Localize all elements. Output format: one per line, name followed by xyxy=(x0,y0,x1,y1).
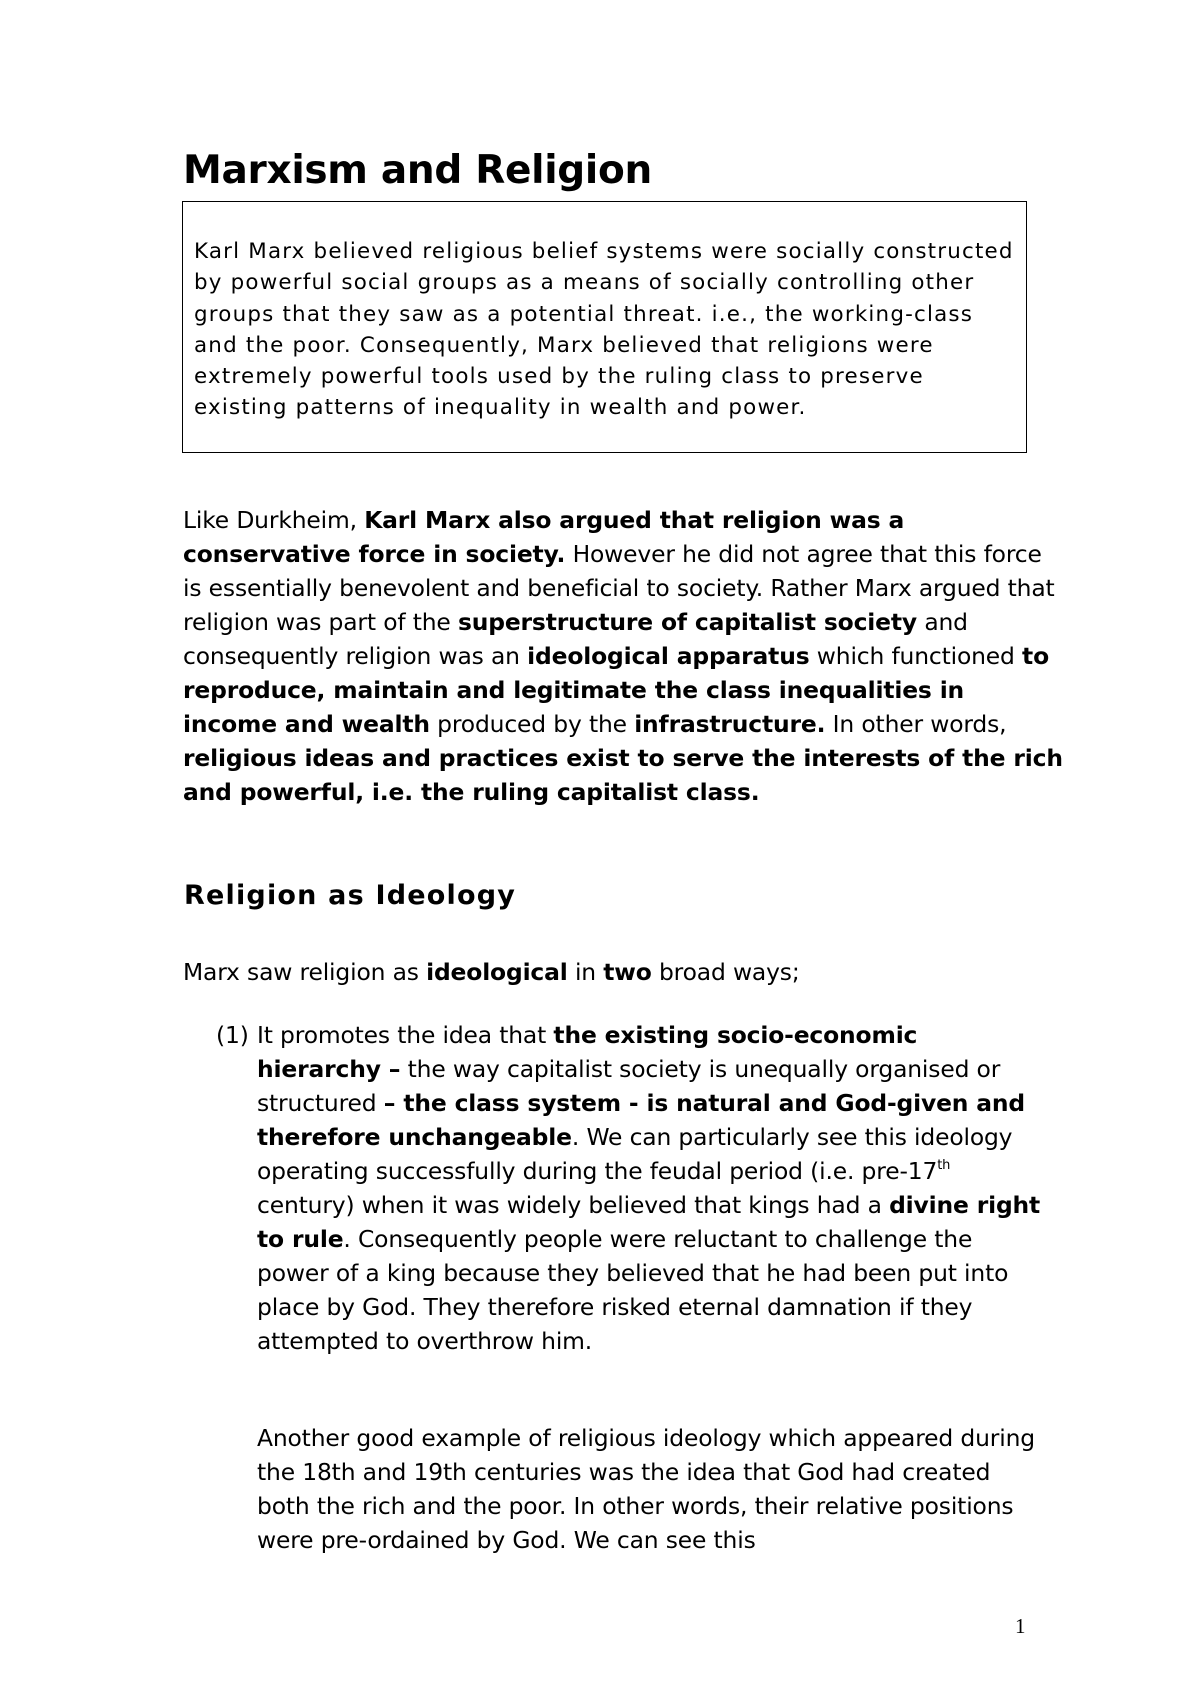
intro-text-5: produced by the xyxy=(429,710,635,738)
intro-bold-3: ideological apparatus xyxy=(527,642,810,670)
intro-bold-6: religious ideas and practices exist to serve the interests of the rich and powerful, i.e. the ruling capitalist class. xyxy=(183,744,1063,806)
summary-text: Karl Marx believed religious belief systems were socially constructed by powerful social groups as a means of socially controlling other groups that they saw as a potential threat. i.e., the working-class and the poor. Consequently, Marx believed that religions were extremely powerful tools used by the ruling class to preserve existing patterns of inequality in wealth and power. xyxy=(194,239,1014,421)
page-title: Marxism and Religion xyxy=(183,148,652,193)
list-text-5: . Consequently people were reluctant to challenge the power of a king because they believed that he had been put into place by God. They therefore risked eternal damnation if they attempted to overthrow him. xyxy=(257,1225,1009,1355)
page-number: 1 xyxy=(1015,1614,1026,1638)
intro-text-6: In other words, xyxy=(825,710,1007,738)
intro-bold-5: infrastructure. xyxy=(634,710,826,738)
intro-text-2: However he did not agree that this force is essentially benevolent and beneficial to society. Rather Marx argued that religion was part of the xyxy=(183,540,1055,636)
list-item-1 xyxy=(257,1018,1047,1358)
lead-text-2: in xyxy=(567,958,604,986)
lead-paragraph xyxy=(183,955,1063,989)
intro-paragraph xyxy=(183,503,1063,809)
lead-bold-2: two xyxy=(603,958,652,986)
list-bold-1: the existing socio-economic hierarchy – xyxy=(257,1021,918,1083)
list-bold-3: divine right to rule xyxy=(257,1191,1041,1253)
superscript: th xyxy=(937,1158,951,1173)
lead-bold-1: ideological xyxy=(426,958,568,986)
list-marker: (1) xyxy=(216,1021,249,1049)
summary-box xyxy=(182,201,1027,453)
intro-text-4: which functioned xyxy=(809,642,1023,670)
list-bold-2: – the class system - is natural and God-given and therefore unchangeable xyxy=(257,1089,1026,1151)
lead-text-3: broad ways; xyxy=(651,958,800,986)
list-item-1-paragraph-2: Another good example of religious ideology which appeared during the 18th and 19th centuries was the idea that God had created both the rich and the poor. In other words, their relative positions were pre-ordained by God. We can see this xyxy=(257,1424,1035,1554)
intro-text-3: and consequently religion was an xyxy=(183,608,968,670)
list-text-1: It promotes the idea that xyxy=(257,1021,554,1049)
section-heading: Religion as Ideology xyxy=(184,880,517,911)
intro-bold-1: Karl Marx also argued that religion was a conservative force in society. xyxy=(183,506,905,568)
list-text-2: the way capitalist society is unequally organised or structured xyxy=(257,1055,1001,1117)
lead-text-1: Marx saw religion as xyxy=(183,958,427,986)
intro-bold-2: superstructure of capitalist society xyxy=(457,608,918,636)
intro-bold-4: to reproduce, maintain and legitimate the class inequalities in income and wealth xyxy=(183,642,1049,738)
list-text-4: century) when it was widely believed that kings had a xyxy=(257,1191,890,1219)
intro-text-1: Like Durkheim, xyxy=(183,506,365,534)
list-text-3: . We can particularly see this ideology operating successfully during the feudal period (i.e. pre-17 xyxy=(257,1123,1013,1185)
